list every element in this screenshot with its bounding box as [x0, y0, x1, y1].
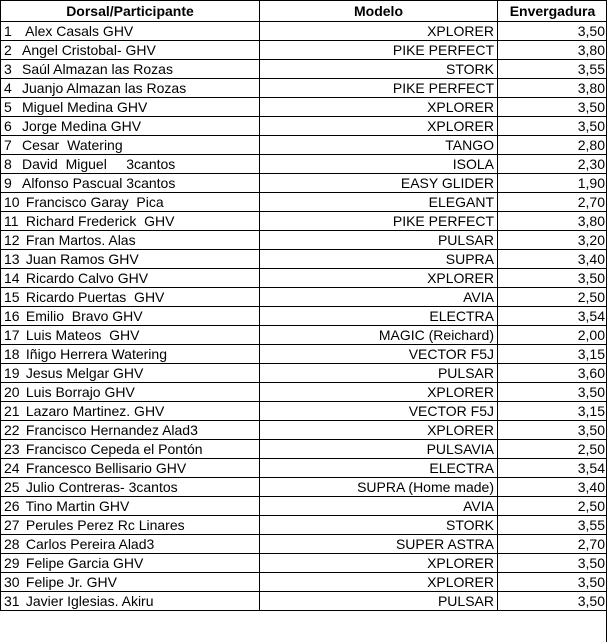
participant-cell: [1, 383, 260, 402]
model-cell: SUPER ASTRA: [260, 535, 498, 554]
participant-cell: [1, 326, 260, 345]
table-row: [1, 231, 607, 250]
participant-cell: [1, 98, 260, 117]
wingspan-cell: 3,15: [498, 402, 607, 421]
model-cell: XPLORER: [260, 421, 498, 440]
participant-name: Alfonso Pascual 3cantos: [22, 175, 176, 191]
table-row: [1, 402, 607, 421]
model-cell: TANGO: [260, 136, 498, 155]
model-cell: VECTOR F5J: [260, 345, 498, 364]
model-cell: PIKE PERFECT: [260, 79, 498, 98]
participant-cell: [1, 60, 260, 79]
participant-cell: [1, 554, 260, 573]
participant-cell: [1, 592, 260, 611]
wingspan-cell: 3,80: [498, 79, 607, 98]
participant-name: Tino Martin GHV: [22, 498, 130, 514]
model-cell: ELEGANT: [260, 193, 498, 212]
participant-cell: [1, 459, 260, 478]
participant-name: Felipe Jr. GHV: [22, 574, 117, 590]
table-row: [1, 459, 607, 478]
bib-number: 4: [4, 80, 12, 96]
header-model: Modelo: [260, 1, 498, 22]
wingspan-cell: 3,15: [498, 345, 607, 364]
wingspan-cell: 3,50: [498, 98, 607, 117]
wingspan-cell: 3,80: [498, 212, 607, 231]
table-row: [1, 98, 607, 117]
table-row: [1, 288, 607, 307]
participant-name: Jorge Medina GHV: [22, 118, 142, 134]
bib-number: 31: [4, 593, 20, 609]
participant-cell: [1, 193, 260, 212]
table-row: [1, 60, 607, 79]
participant-name: Juan Ramos GHV: [22, 251, 139, 267]
bib-number: 24: [4, 460, 20, 476]
table-row: [1, 326, 607, 345]
wingspan-cell: 2,80: [498, 136, 607, 155]
participant-name: Iñigo Herrera Watering: [22, 346, 167, 362]
participant-name: Luis Borrajo GHV: [22, 384, 135, 400]
bib-number: 16: [4, 308, 20, 324]
bib-number: 12: [4, 232, 20, 248]
participant-name: Angel Cristobal- GHV: [22, 42, 156, 58]
model-cell: XPLORER: [260, 22, 498, 41]
participant-cell: [1, 516, 260, 535]
participant-cell: [1, 364, 260, 383]
participant-name: Javier Iglesias. Akiru: [22, 593, 154, 609]
participant-name: Carlos Pereira Alad3: [22, 536, 155, 552]
table-row: [1, 478, 607, 497]
bib-number: 15: [4, 289, 20, 305]
participant-name: Francisco Hernandez Alad3: [22, 422, 198, 438]
participant-cell: [1, 136, 260, 155]
participant-cell: [1, 41, 260, 60]
table-row: [1, 79, 607, 98]
table-row: [1, 535, 607, 554]
wingspan-cell: 3,60: [498, 364, 607, 383]
table-row: [1, 193, 607, 212]
wingspan-cell: 2,00: [498, 326, 607, 345]
wingspan-cell: 3,50: [498, 554, 607, 573]
wingspan-cell: 2,50: [498, 440, 607, 459]
model-cell: PULSAVIA: [260, 440, 498, 459]
bib-number: 19: [4, 365, 20, 381]
bib-number: 14: [4, 270, 20, 286]
bib-number: 27: [4, 517, 20, 533]
bib-number: 30: [4, 574, 20, 590]
header-row: [1, 1, 607, 22]
model-cell: PULSAR: [260, 231, 498, 250]
participant-name: Perules Perez Rc Linares: [22, 517, 185, 533]
participant-name: Francisco Garay Pica: [22, 194, 164, 210]
participant-name: Luis Mateos GHV: [22, 327, 140, 343]
table-row: [1, 364, 607, 383]
bib-number: 2: [4, 42, 12, 58]
model-cell: XPLORER: [260, 383, 498, 402]
participant-name: Ricardo Calvo GHV: [22, 270, 149, 286]
participant-name: Alex Casals GHV: [22, 23, 134, 39]
participant-cell: [1, 345, 260, 364]
model-cell: PULSAR: [260, 364, 498, 383]
bib-number: 21: [4, 403, 20, 419]
model-cell: STORK: [260, 516, 498, 535]
participant-cell: [1, 155, 260, 174]
model-cell: EASY GLIDER: [260, 174, 498, 193]
model-cell: XPLORER: [260, 573, 498, 592]
model-cell: AVIA: [260, 288, 498, 307]
table-row: [1, 554, 607, 573]
participant-name: David Miguel 3cantos: [22, 156, 176, 172]
model-cell: PIKE PERFECT: [260, 212, 498, 231]
participant-cell: [1, 269, 260, 288]
bib-number: 29: [4, 555, 20, 571]
model-cell: XPLORER: [260, 117, 498, 136]
bib-number: 10: [4, 194, 20, 210]
bib-number: 13: [4, 251, 20, 267]
model-cell: VECTOR F5J: [260, 402, 498, 421]
table-row: [1, 573, 607, 592]
wingspan-cell: 3,55: [498, 516, 607, 535]
bib-number: 9: [4, 175, 12, 191]
table-row: [1, 307, 607, 326]
table-row: [1, 136, 607, 155]
wingspan-cell: 3,80: [498, 41, 607, 60]
participant-cell: [1, 440, 260, 459]
model-cell: XPLORER: [260, 554, 498, 573]
wingspan-cell: 3,50: [498, 117, 607, 136]
table-row: [1, 155, 607, 174]
participant-cell: [1, 174, 260, 193]
table-row: [1, 440, 607, 459]
wingspan-cell: 3,54: [498, 307, 607, 326]
model-cell: STORK: [260, 60, 498, 79]
participant-cell: [1, 22, 260, 41]
wingspan-cell: 3,40: [498, 478, 607, 497]
participant-cell: [1, 307, 260, 326]
bib-number: 5: [4, 99, 12, 115]
participant-cell: [1, 212, 260, 231]
participant-name: Fran Martos. Alas: [22, 232, 136, 248]
model-cell: MAGIC (Reichard): [260, 326, 498, 345]
participant-name: Felipe Garcia GHV: [22, 555, 144, 571]
model-cell: AVIA: [260, 497, 498, 516]
bib-number: 22: [4, 422, 20, 438]
wingspan-cell: 3,50: [498, 22, 607, 41]
participant-cell: [1, 79, 260, 98]
participant-name: Ricardo Puertas GHV: [22, 289, 165, 305]
model-cell: XPLORER: [260, 269, 498, 288]
wingspan-cell: 2,50: [498, 288, 607, 307]
participant-cell: [1, 231, 260, 250]
wingspan-cell: 3,50: [498, 573, 607, 592]
participant-name: Francisco Cepeda el Pontón: [22, 441, 203, 457]
table-row: [1, 592, 607, 611]
model-cell: SUPRA (Home made): [260, 478, 498, 497]
table-row: [1, 22, 607, 41]
participant-name: Cesar Watering: [22, 137, 123, 153]
participant-name: Julio Contreras- 3cantos: [22, 479, 178, 495]
table-row: [1, 41, 607, 60]
wingspan-cell: 3,50: [498, 421, 607, 440]
participant-cell: [1, 535, 260, 554]
participant-cell: [1, 497, 260, 516]
participant-name: Richard Frederick GHV: [22, 213, 175, 229]
bib-number: 11: [4, 213, 19, 229]
wingspan-cell: 2,70: [498, 535, 607, 554]
model-cell: XPLORER: [260, 98, 498, 117]
table-row: [1, 345, 607, 364]
bib-number: 18: [4, 346, 20, 362]
header-participant: Dorsal/Participante: [1, 1, 260, 22]
participant-name: Juanjo Almazan las Rozas: [22, 80, 187, 96]
table-row: [1, 117, 607, 136]
table-row: [1, 250, 607, 269]
bib-number: 3: [4, 61, 12, 77]
model-cell: PIKE PERFECT: [260, 41, 498, 60]
model-cell: ISOLA: [260, 155, 498, 174]
wingspan-cell: 3,20: [498, 231, 607, 250]
wingspan-cell: 2,70: [498, 193, 607, 212]
table-row: [1, 421, 607, 440]
model-cell: PULSAR: [260, 592, 498, 611]
table-row: [1, 516, 607, 535]
participant-cell: [1, 478, 260, 497]
bib-number: 25: [4, 479, 20, 495]
bib-number: 26: [4, 498, 20, 514]
bib-number: 1: [4, 23, 12, 39]
participant-name: Lazaro Martinez. GHV: [22, 403, 165, 419]
wingspan-cell: 3,50: [498, 592, 607, 611]
participant-cell: [1, 288, 260, 307]
participant-name: Saúl Almazan las Rozas: [22, 61, 173, 77]
participant-cell: [1, 573, 260, 592]
table-row: [1, 212, 607, 231]
bib-number: 7: [4, 137, 12, 153]
participant-name: Emilio Bravo GHV: [22, 308, 143, 324]
wingspan-cell: 2,30: [498, 155, 607, 174]
table-body: [1, 22, 607, 611]
wingspan-cell: 3,40: [498, 250, 607, 269]
participant-cell: [1, 117, 260, 136]
participant-cell: [1, 250, 260, 269]
participant-cell: [1, 402, 260, 421]
bib-number: 6: [4, 118, 12, 134]
table-row: [1, 497, 607, 516]
participant-name: Francesco Bellisario GHV: [22, 460, 187, 476]
bib-number: 8: [4, 156, 12, 172]
wingspan-cell: 3,55: [498, 60, 607, 79]
model-cell: ELECTRA: [260, 459, 498, 478]
bib-number: 17: [4, 327, 20, 343]
participant-name: Jesus Melgar GHV: [22, 365, 144, 381]
bib-number: 28: [4, 536, 20, 552]
table-row: [1, 174, 607, 193]
model-cell: SUPRA: [260, 250, 498, 269]
wingspan-cell: 2,50: [498, 497, 607, 516]
table-row: [1, 383, 607, 402]
participant-name: Miguel Medina GHV: [22, 99, 148, 115]
bib-number: 20: [4, 384, 20, 400]
bib-number: 23: [4, 441, 20, 457]
header-wingspan: Envergadura: [498, 1, 607, 22]
wingspan-cell: 1,90: [498, 174, 607, 193]
participant-cell: [1, 421, 260, 440]
wingspan-cell: 3,50: [498, 383, 607, 402]
model-cell: ELECTRA: [260, 307, 498, 326]
wingspan-cell: 3,50: [498, 269, 607, 288]
wingspan-cell: 3,54: [498, 459, 607, 478]
table-row: [1, 269, 607, 288]
